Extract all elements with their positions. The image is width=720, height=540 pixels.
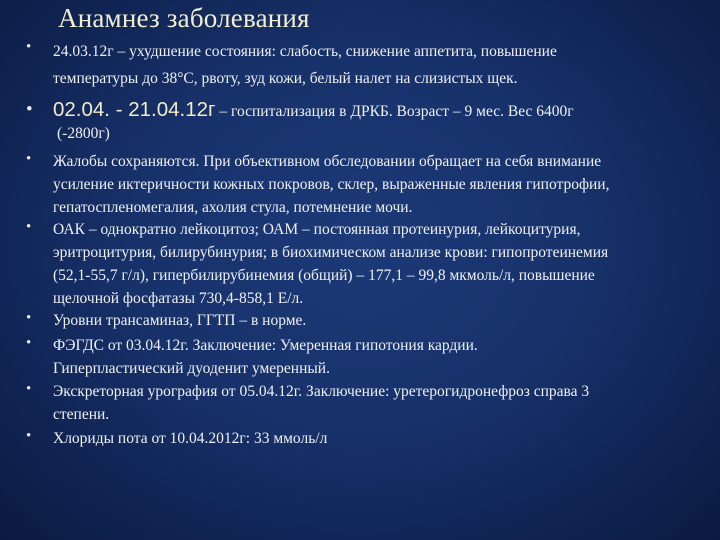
list-item-text — [53, 150, 703, 219]
text-line: Гиперпластический дуоденит умеренный. — [53, 360, 330, 377]
bullet-icon: • — [26, 99, 33, 120]
text-line: усиление иктеричности кожных покровов, склер, выраженные явления гипотрофии, — [53, 176, 610, 193]
bullet-icon: • — [26, 335, 32, 351]
text-line: Экскреторная урография от 05.04.12г. Заключение: уретерогидронефроз справа 3 — [53, 383, 590, 400]
text-line: ОАК – однократно лейкоцитоз; ОАМ – постоянная протеинурия, лейкоцитурия, — [53, 221, 581, 238]
text-line: температуры до 38°С, рвоту, зуд кожи, белый налет на слизистых щек. — [53, 70, 518, 87]
bullet-icon: • — [26, 310, 32, 326]
text-line: гепатоспленомегалия, ахолия стула, потемнение мочи. — [53, 199, 413, 216]
slide-title: Анамнез заболевания — [58, 3, 310, 33]
hospitalization-dates: 02.04. - 21.04.12г — [53, 98, 216, 121]
list-item-text — [53, 309, 703, 332]
bullet-icon: • — [26, 151, 32, 167]
text-line: (52,1-55,7 г/л), гипербилирубинемия (общий) – 177,1 – 99,8 мкмоль/л, повышение — [53, 267, 595, 284]
bullet-icon: • — [26, 381, 32, 397]
bullet-icon: • — [26, 39, 32, 55]
hospitalization-text: – госпитализация в ДРКБ. Возраст – 9 мес. Вес 6400г — [215, 103, 574, 120]
list-item-text — [53, 427, 703, 450]
text-line: Уровни трансаминаз, ГГТП – в норме. — [53, 312, 307, 329]
text-line: степени. — [53, 406, 110, 423]
list-item-text — [53, 218, 703, 310]
text-line: Хлориды пота от 10.04.2012г: 33 ммоль/л — [53, 430, 328, 447]
text-line: ФЭГДС от 03.04.12г. Заключение: Умеренная гипотония кардии. — [53, 337, 478, 354]
list-item-text — [53, 334, 703, 380]
bullet-icon: • — [26, 428, 32, 444]
text-line: Жалобы сохраняются. При объективном обследовании обращает на себя внимание — [53, 153, 602, 170]
list-item-text — [53, 96, 703, 143]
text-line — [53, 96, 703, 125]
bullet-icon: • — [26, 219, 32, 235]
list-item-text — [53, 38, 703, 92]
text-line: щелочной фосфатазы 730,4-858,1 Е/л. — [53, 290, 304, 307]
text-line: эритроцитурия, билирубинурия; в биохимическом анализе крови: гипопротеинемия — [53, 244, 609, 261]
text-line: (-2800г) — [57, 125, 110, 142]
text-line: 24.03.12г – ухудшение состояния: слабость, снижение аппетита, повышение — [53, 43, 557, 60]
list-item-text — [53, 380, 703, 426]
